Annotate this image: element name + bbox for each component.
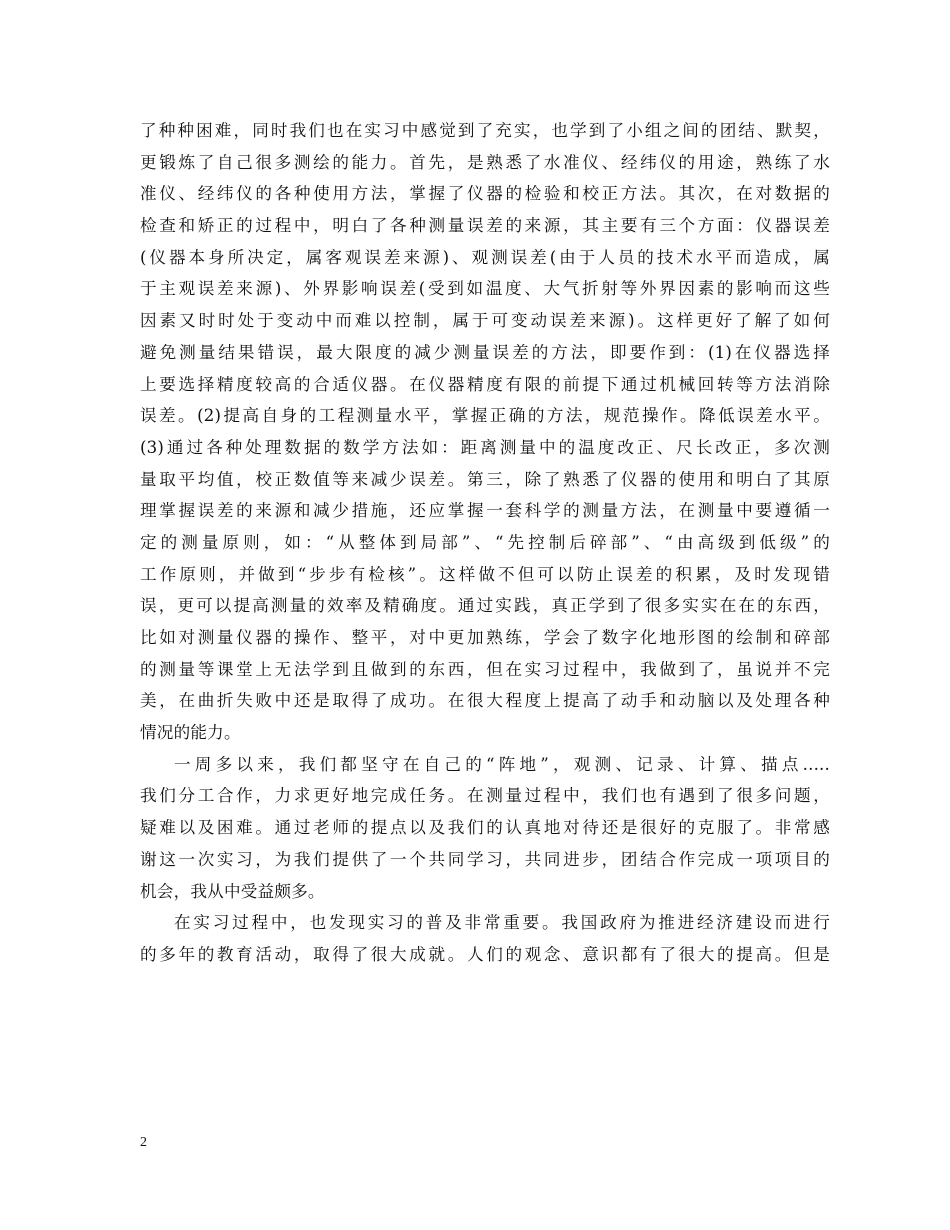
text-line: 理掌握误差的来源和减少措施，还应掌握一套科学的测量方法，在测量中要遵循一	[140, 501, 830, 521]
text-line: 的多年的教育活动，取得了很大成就。人们的观念、意识都有了很大的提高。但是	[140, 944, 830, 964]
text-line: 更锻炼了自己很多测绘的能力。首先，是熟悉了水准仪、经纬仪的用途，熟练了水	[140, 152, 830, 172]
text-line: 情况的能力。	[140, 723, 241, 743]
text-line: 检查和矫正的过程中，明白了各种测量误差的来源，其主要有三个方面：仪器误差	[140, 216, 830, 236]
text-line: 准仪、经纬仪的各种使用方法，掌握了仪器的检验和校正方法。其次，在对数据的	[140, 184, 830, 204]
text-line: 在实习过程中，也发现实习的普及非常重要。我国政府为推进经济建设而进行	[174, 913, 830, 933]
text-line: 我们分工合作，力求更好地完成任务。在测量过程中，我们也有遇到了很多问题，	[140, 786, 830, 806]
text-line: 工作原则，并做到“步步有检核”。这样做不但可以防止误差的积累，及时发现错	[140, 564, 830, 584]
text-line: 误差。(2)提高自身的工程测量水平，掌握正确的方法，规范操作。降低误差水平。	[140, 406, 830, 426]
text-line: 疑难以及困难。通过老师的提点以及我们的认真地对待还是很好的克服了。非常感	[140, 818, 830, 838]
text-line: 美，在曲折失败中还是取得了成功。在很大程度上提高了动手和动脑以及处理各种	[140, 691, 830, 711]
text-line: 了种种困难，同时我们也在实习中感觉到了充实，也学到了小组之间的团结、默契，	[140, 121, 830, 140]
text-line: 机会，我从中受益颇多。	[140, 881, 325, 901]
text-line: 误，更可以提高测量的效率及精确度。通过实践，真正学到了很多实实在在的东西，	[140, 596, 830, 616]
text-line: 一周多以来，我们都坚守在自己的“阵地”，观测、记录、计算、描点.....	[174, 754, 830, 774]
body-text	[140, 115, 830, 971]
text-line: 的测量等课堂上无法学到且做到的东西，但在实习过程中，我做到了，虽说并不完	[140, 659, 830, 679]
text-line: 定的测量原则，如：“从整体到局部”、“先控制后碎部”、“由高级到低级”的	[140, 532, 830, 552]
page-number: 2	[140, 1135, 147, 1150]
text-line: 上要选择精度较高的合适仪器。在仪器精度有限的前提下通过机械回转等方法消除	[140, 374, 830, 394]
text-line: 于主观误差来源)、外界影响误差(受到如温度、大气折射等外界因素的影响而这些	[140, 279, 830, 299]
text-line: 比如对测量仪器的操作、整平，对中更加熟练，学会了数字化地形图的绘制和碎部	[140, 628, 830, 647]
text-line: 量取平均值，校正数值等来减少误差。第三，除了熟悉了仪器的使用和明白了其原	[140, 469, 830, 489]
text-line: 因素又时时处于变动中而难以控制，属于可变动误差来源)。这样更好了解了如何	[140, 311, 830, 331]
text-line: 避免测量结果错误，最大限度的减少测量误差的方法，即要作到：(1)在仪器选择	[140, 342, 830, 362]
text-line: 谢这一次实习，为我们提供了一个共同学习，共同进步，团结合作完成一项项目的	[140, 849, 830, 869]
text-line: (3)通过各种处理数据的数学方法如：距离测量中的温度改正、尺长改正，多次测	[140, 437, 830, 457]
text-line: (仪器本身所决定，属客观误差来源)、观测误差(由于人员的技术水平而造成，属	[140, 247, 830, 267]
